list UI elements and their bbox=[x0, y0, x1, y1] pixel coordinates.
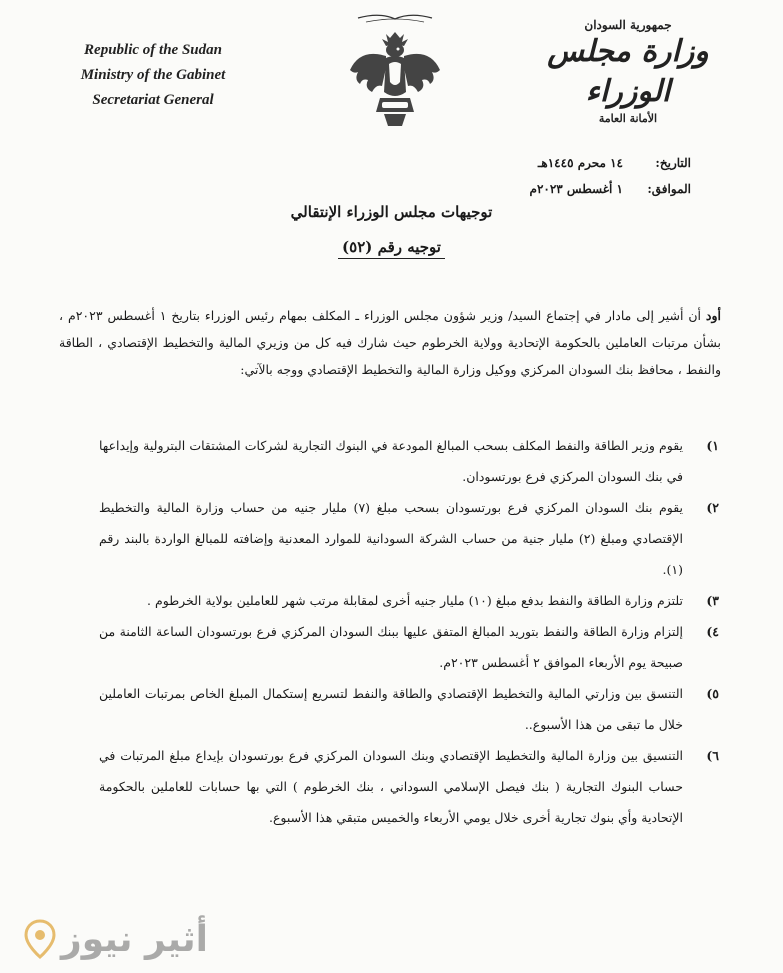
item-text: التنسق بين وزارتي المالية والتخطيط الإقتصادي والطاقة والنفط لتسريع إستكمال المبلغ الخاص بمرتبات العاملين خلال ما تبقى من هذا الأسبوع.. bbox=[99, 686, 683, 732]
intro-lead-word: أود bbox=[705, 308, 721, 323]
directive-number-text: توجيه رقم (٥٢) bbox=[338, 238, 445, 259]
list-item bbox=[59, 740, 719, 833]
intro-text: أن أشير إلى مادار في إجتماع السيد/ وزير شؤون مجلس الوزراء ـ المكلف بمهام رئيس الوزراء بتاريخ ١ أغسطس ٢٠٢٣م ، بشأن مرتبات العاملين بالحكومة الإتحادية وولاية الخرطوم حيث شارك فيه كل من وزيري المالية والتخطيط الإقتصادي ، الطاقة والنفط ، محافظ بنك السودان المركزي ووكيل وزارة المالية والتخطيط الإقتصادي ووجه بالآتي: bbox=[59, 308, 721, 377]
item-text: تلتزم وزارة الطاقة والنفط بدفع مبلغ (١٠) مليار جنيه أخرى لمقابلة مرتب شهر للعاملين بولاية الخرطوم . bbox=[147, 593, 683, 608]
ar-ministry: وزارة مجلس الوزراء bbox=[547, 34, 709, 109]
item-number: ٣) bbox=[706, 593, 719, 608]
date-block bbox=[431, 150, 691, 202]
directive-items-list bbox=[59, 430, 719, 833]
item-number: ٢) bbox=[706, 500, 719, 515]
ar-secretariat: الأمانة العامة bbox=[598, 112, 658, 125]
location-pin-icon bbox=[23, 917, 57, 961]
item-text: يقوم وزير الطاقة والنفط المكلف بسحب المبالغ المودعة في البنوك التجارية لشركات المشتقات البترولية وإيداعها في بنك السودان المركزي فرع بورتسودان. bbox=[99, 438, 683, 484]
list-item bbox=[59, 492, 719, 585]
watermark bbox=[8, 912, 208, 966]
item-number: ١) bbox=[706, 438, 719, 453]
gregorian-date-label: الموافق: bbox=[647, 182, 691, 196]
item-text: التنسيق بين وزارة المالية والتخطيط الإقتصادي وبنك السودان المركزي فرع بورتسودان بإيداع مبلغ المرتبات في حساب البنوك التجارية ( بنك فيصل الإسلامي السوداني ، بنك الخرطوم ) التي بها حسابات للعاملين بالحكومة الإتحادية وأي بنوك تجارية أخرى خلال يومي الأربعاء والخميس متبقي هذا الأسبوع. bbox=[99, 748, 683, 825]
hijri-date-row bbox=[431, 150, 691, 176]
item-number: ٦) bbox=[706, 748, 719, 763]
arabic-letterhead bbox=[533, 18, 723, 125]
hijri-date-value: ١٤ محرم ١٤٤٥هـ bbox=[537, 156, 623, 170]
gregorian-date-value: ١ أغسطس ٢٠٢٣م bbox=[529, 182, 623, 196]
english-letterhead bbox=[58, 38, 248, 113]
gregorian-date-row bbox=[431, 176, 691, 202]
item-number: ٤) bbox=[706, 624, 719, 639]
intro-paragraph bbox=[59, 302, 721, 383]
en-ministry: Ministry of the Gabinet bbox=[80, 67, 226, 83]
watermark-text: أثير نيوز bbox=[61, 918, 208, 960]
list-item bbox=[59, 430, 719, 492]
directive-number bbox=[0, 238, 783, 256]
secretary-bird-emblem-icon bbox=[340, 8, 450, 138]
hijri-date-label: التاريخ: bbox=[655, 156, 691, 170]
list-item bbox=[59, 585, 719, 616]
list-item bbox=[59, 616, 719, 678]
en-secretariat: Secretariat General bbox=[92, 92, 214, 108]
en-republic: Republic of the Sudan bbox=[84, 42, 222, 58]
list-item bbox=[59, 678, 719, 740]
document-title: توجيهات مجلس الوزراء الإنتقالي bbox=[290, 203, 493, 221]
item-text: يقوم بنك السودان المركزي فرع بورتسودان بسحب مبلغ (٧) مليار جنيه من حساب وزارة المالية والتخطيط الإقتصادي ومبلغ (٢) مليار جنية من حساب الشركة السودانية للموارد المعدنية وإضافته للمبالغ الواردة بالبند رقم (١). bbox=[99, 500, 684, 577]
ar-republic: جمهورية السودان bbox=[584, 18, 672, 32]
item-text: إلتزام وزارة الطاقة والنفط بتوريد المبالغ المتفق عليها ببنك السودان المركزي فرع بورتسودان الساعة الثامنة من صبيحة يوم الأربعاء الموافق ٢ أغسطس ٢٠٢٣م. bbox=[99, 624, 683, 670]
item-number: ٥) bbox=[706, 686, 719, 701]
